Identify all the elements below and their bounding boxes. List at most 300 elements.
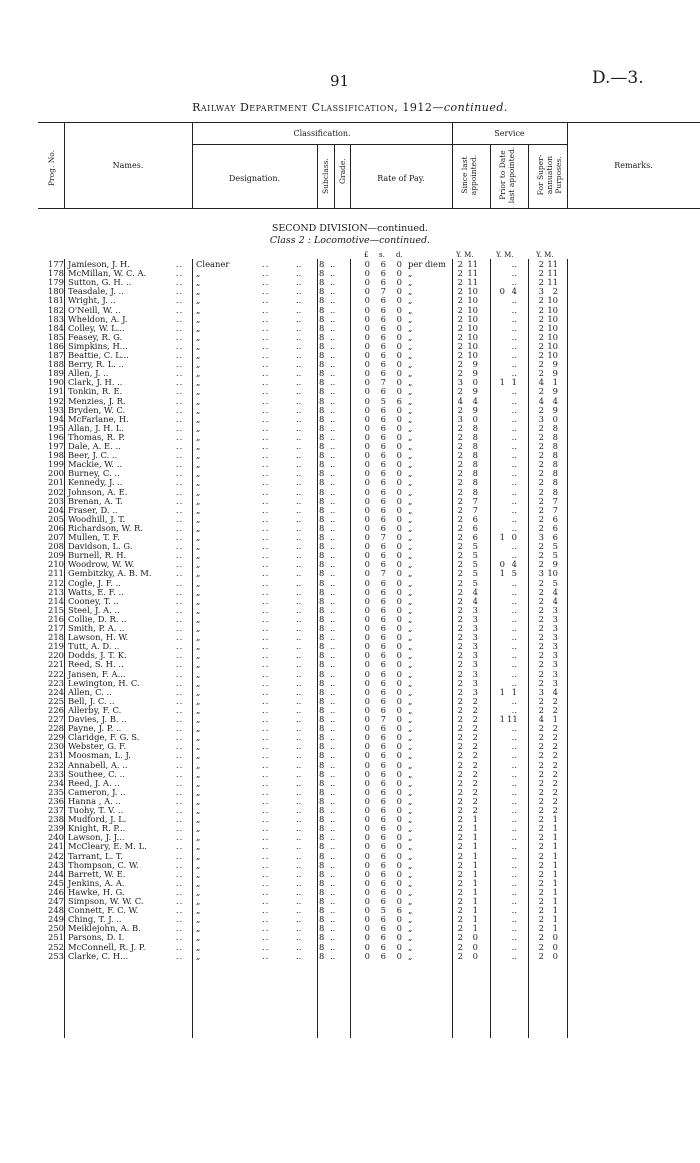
leader-dots: .. (262, 513, 270, 524)
row-pay-pounds: 0 (364, 377, 370, 388)
row-pay-pounds: 0 (364, 322, 370, 333)
row-since-months: 0 (472, 932, 478, 943)
row-prior-months: .. (511, 331, 517, 342)
row-pay-pence: 0 (396, 286, 402, 297)
row-designation: „ (196, 286, 201, 297)
row-prior-months: .. (511, 613, 517, 624)
leader-dots: .. (296, 331, 302, 342)
leader-dots: .. (262, 814, 270, 825)
row-since-years: 2 (457, 850, 463, 861)
leader-dots: .. (330, 313, 336, 324)
row-super-months: 3 (552, 659, 558, 670)
row-since-months: 10 (467, 331, 478, 342)
row-super-months: 1 (552, 923, 558, 934)
row-pay-shillings: 6 (380, 850, 386, 861)
row-pay-pence: 0 (396, 377, 402, 388)
row-designation: „ (196, 468, 201, 479)
leader-dots: .. (176, 532, 184, 542)
row-pay-pounds: 0 (364, 914, 370, 925)
row-pay-pence: 0 (396, 896, 402, 906)
leader-dots: .. (176, 486, 184, 497)
row-pay-pounds: 0 (364, 340, 370, 351)
row-prior-months: .. (511, 304, 517, 315)
row-super-months: 3 (552, 604, 558, 615)
row-pay-shillings: 6 (380, 613, 386, 624)
row-pay-pence: 0 (396, 595, 402, 606)
row-prior-months: .. (511, 886, 517, 897)
row-super-months: 1 (552, 377, 558, 388)
row-super-months: 3 (552, 641, 558, 652)
row-since-years: 2 (457, 386, 463, 397)
row-super-months: 8 (552, 450, 558, 461)
row-pay-period: „ (408, 604, 413, 615)
row-prog-no: 193 (48, 404, 64, 415)
document-reference: D.—3. (592, 68, 644, 88)
leader-dots: .. (176, 413, 184, 424)
row-since-months: 1 (472, 859, 478, 870)
leader-dots: .. (330, 914, 336, 925)
row-name: Southee, C. .. (68, 768, 125, 779)
row-pay-pence: 0 (396, 441, 402, 451)
row-subclass: 8 (319, 350, 325, 360)
row-since-years: 2 (457, 732, 463, 743)
row-pay-pounds: 0 (364, 859, 370, 870)
page-title-suffix: —continued. (432, 101, 508, 114)
row-super-years: 2 (538, 623, 544, 633)
row-prog-no: 210 (48, 559, 64, 570)
row-pay-pence: 0 (396, 486, 402, 497)
leader-dots: .. (262, 550, 270, 561)
row-super-months: 6 (552, 532, 558, 542)
row-prior-months: .. (511, 868, 517, 879)
row-prog-no: 187 (48, 350, 64, 360)
row-designation: „ (196, 905, 201, 916)
row-pay-shillings: 6 (380, 559, 386, 570)
row-super-years: 2 (538, 577, 544, 588)
row-designation: „ (196, 368, 201, 379)
row-subclass: 8 (319, 896, 325, 906)
leader-dots: .. (296, 823, 302, 834)
row-since-years: 3 (457, 413, 463, 424)
row-super-years: 2 (538, 850, 544, 861)
row-super-years: 2 (538, 777, 544, 788)
leader-dots: .. (262, 886, 270, 897)
leader-dots: .. (330, 795, 336, 806)
leader-dots: .. (330, 541, 336, 552)
row-name: Bell, J. C. .. (68, 695, 115, 706)
row-subclass: 8 (319, 623, 325, 633)
row-since-years: 2 (457, 759, 463, 770)
row-pay-shillings: 6 (380, 413, 386, 424)
row-subclass: 8 (319, 313, 325, 324)
leader-dots: .. (330, 486, 336, 497)
row-pay-pence: 0 (396, 632, 402, 643)
row-name: Colley, W. L... (68, 322, 125, 333)
row-super-years: 2 (538, 522, 544, 533)
row-super-months: 10 (547, 568, 558, 579)
row-prog-no: 247 (48, 896, 64, 906)
row-pay-period: „ (408, 468, 413, 479)
row-prior-months: .. (511, 277, 517, 288)
row-designation: „ (196, 340, 201, 351)
row-designation: „ (196, 277, 201, 288)
leader-dots: .. (176, 468, 184, 479)
row-pay-pence: 0 (396, 814, 402, 825)
row-since-years: 2 (457, 277, 463, 288)
leader-dots: .. (262, 368, 270, 379)
row-super-years: 2 (538, 632, 544, 643)
row-name: McCleary, E. M. L. (68, 841, 147, 852)
row-since-months: 6 (472, 513, 478, 524)
row-name: Connett, F. C. W. (68, 905, 139, 916)
row-designation: „ (196, 923, 201, 934)
row-pay-period: „ (408, 768, 413, 779)
row-pay-pounds: 0 (364, 641, 370, 652)
row-pay-pounds: 0 (364, 632, 370, 643)
row-name: Meiklejohn, A. B. (68, 923, 141, 934)
leader-dots: .. (296, 604, 302, 615)
leader-dots: .. (262, 877, 270, 888)
leader-dots: .. (176, 613, 184, 624)
leader-dots: .. (262, 541, 270, 552)
row-prior-months: .. (511, 459, 517, 470)
leader-dots: .. (176, 277, 184, 288)
row-super-months: 2 (552, 704, 558, 715)
row-super-months: 8 (552, 422, 558, 433)
row-pay-period: „ (408, 805, 413, 815)
row-subclass: 8 (319, 595, 325, 606)
row-super-months: 1 (552, 905, 558, 916)
leader-dots: .. (262, 413, 270, 424)
row-pay-pounds: 0 (364, 450, 370, 461)
leader-dots: .. (176, 595, 184, 606)
row-pay-pounds: 0 (364, 841, 370, 852)
leader-dots: .. (176, 350, 184, 360)
row-name: Simpson, W. W. C. (68, 896, 144, 906)
row-subclass: 8 (319, 513, 325, 524)
row-prior-months: .. (511, 950, 517, 961)
leader-dots: .. (262, 750, 270, 761)
row-prior-years: 0 (499, 559, 505, 570)
row-designation: „ (196, 359, 201, 370)
leader-dots: .. (262, 586, 270, 597)
row-pay-pence: 0 (396, 541, 402, 552)
row-prior-months: .. (511, 522, 517, 533)
row-super-months: 6 (552, 522, 558, 533)
row-name: Annabell, A. .. (68, 759, 128, 770)
row-name: Cogle, J. F. .. (68, 577, 121, 588)
leader-dots: .. (176, 686, 184, 697)
leader-dots: .. (330, 632, 336, 643)
row-pay-pence: 0 (396, 877, 402, 888)
leader-dots: .. (262, 941, 270, 952)
row-pay-period: „ (408, 568, 413, 579)
row-prog-no: 237 (48, 805, 64, 815)
leader-dots: .. (330, 741, 336, 752)
leader-dots: .. (262, 668, 270, 679)
row-since-months: 10 (467, 313, 478, 324)
row-pay-pounds: 0 (364, 522, 370, 533)
row-since-months: 3 (472, 613, 478, 624)
leader-dots: .. (176, 941, 184, 952)
row-pay-period: „ (408, 486, 413, 497)
leader-dots: .. (176, 814, 184, 825)
row-subclass: 8 (319, 805, 325, 815)
row-pay-period: „ (408, 359, 413, 370)
row-pay-pence: 0 (396, 340, 402, 351)
row-prior-months: .. (511, 841, 517, 852)
leader-dots: .. (262, 468, 270, 479)
row-super-years: 2 (538, 259, 544, 269)
row-name: Steel, J. A. .. (68, 604, 120, 615)
row-since-months: 3 (472, 604, 478, 615)
row-pay-period: „ (408, 686, 413, 697)
row-since-months: 3 (472, 686, 478, 697)
row-name: Thomas, R. P. (68, 431, 125, 442)
row-pay-pounds: 0 (364, 486, 370, 497)
row-super-months: 2 (552, 750, 558, 761)
row-name: Feasey, R. G. (68, 331, 123, 342)
row-pay-period: „ (408, 550, 413, 561)
row-designation: „ (196, 541, 201, 552)
row-pay-period: „ (408, 577, 413, 588)
row-pay-pounds: 0 (364, 805, 370, 815)
row-prior-months: .. (511, 259, 517, 269)
header-subclass: Subclass. (321, 158, 330, 194)
row-super-years: 2 (538, 795, 544, 806)
row-since-months: 2 (472, 759, 478, 770)
leader-dots: .. (176, 914, 184, 925)
row-since-months: 7 (472, 495, 478, 506)
row-pay-period: „ (408, 559, 413, 570)
row-pay-period: „ (408, 859, 413, 870)
row-prior-months: .. (511, 768, 517, 779)
row-prog-no: 212 (48, 577, 64, 588)
row-since-years: 2 (457, 832, 463, 843)
leader-dots: .. (176, 714, 184, 724)
leader-dots: .. (262, 896, 270, 906)
leader-dots: .. (176, 504, 184, 515)
leader-dots: .. (296, 513, 302, 524)
row-prog-no: 207 (48, 532, 64, 542)
row-pay-pounds: 0 (364, 732, 370, 743)
row-super-years: 2 (538, 277, 544, 288)
row-name: Tonkin, R. E. (68, 386, 123, 397)
row-prog-no: 189 (48, 368, 64, 379)
row-subclass: 8 (319, 304, 325, 315)
row-pay-pounds: 0 (364, 768, 370, 779)
row-pay-period: per diem (408, 259, 446, 269)
leader-dots: .. (330, 768, 336, 779)
row-super-months: 2 (552, 786, 558, 797)
leader-dots: .. (330, 704, 336, 715)
leader-dots: .. (262, 268, 270, 279)
row-pay-shillings: 6 (380, 923, 386, 934)
row-pay-shillings: 7 (380, 286, 386, 297)
row-since-years: 2 (457, 422, 463, 433)
row-super-years: 2 (538, 668, 544, 679)
row-pay-shillings: 6 (380, 841, 386, 852)
row-name: Lawson, J. J... (68, 832, 125, 843)
row-since-years: 2 (457, 322, 463, 333)
row-prior-months: .. (511, 941, 517, 952)
row-subclass: 8 (319, 377, 325, 388)
row-pay-shillings: 6 (380, 623, 386, 633)
row-designation: „ (196, 677, 201, 688)
row-since-years: 2 (457, 450, 463, 461)
row-since-months: 10 (467, 304, 478, 315)
row-pay-shillings: 6 (380, 504, 386, 515)
leader-dots: .. (330, 450, 336, 461)
row-designation: „ (196, 814, 201, 825)
row-super-months: 4 (552, 595, 558, 606)
row-pay-shillings: 6 (380, 513, 386, 524)
row-pay-shillings: 6 (380, 277, 386, 288)
row-since-months: 10 (467, 286, 478, 297)
row-prog-no: 201 (48, 477, 64, 488)
row-prog-no: 214 (48, 595, 64, 606)
row-pay-pounds: 0 (364, 395, 370, 406)
header-bottom-rule (38, 208, 700, 209)
leader-dots: .. (176, 723, 184, 734)
leader-dots: .. (176, 641, 184, 652)
row-super-months: 11 (547, 268, 558, 279)
row-designation: „ (196, 859, 201, 870)
row-pay-pence: 0 (396, 550, 402, 561)
row-prior-months: .. (511, 668, 517, 679)
row-subclass: 8 (319, 559, 325, 570)
row-designation: „ (196, 668, 201, 679)
row-super-months: 1 (552, 823, 558, 834)
leader-dots: .. (296, 759, 302, 770)
row-since-months: 8 (472, 468, 478, 479)
row-pay-pence: 0 (396, 422, 402, 433)
row-designation: „ (196, 659, 201, 670)
row-pay-pence: 0 (396, 805, 402, 815)
row-pay-period: „ (408, 795, 413, 806)
row-pay-period: „ (408, 386, 413, 397)
unit-prior-ym: Y. M. (496, 251, 514, 259)
row-since-months: 2 (472, 695, 478, 706)
row-since-years: 2 (457, 768, 463, 779)
leader-dots: .. (330, 714, 336, 724)
leader-dots: .. (296, 623, 302, 633)
row-name: Davidson, L. G. (68, 541, 133, 552)
row-super-months: 2 (552, 723, 558, 734)
leader-dots: .. (296, 595, 302, 606)
leader-dots: .. (262, 841, 270, 852)
leader-dots: .. (262, 650, 270, 661)
leader-dots: .. (330, 368, 336, 379)
row-since-years: 2 (457, 795, 463, 806)
row-subclass: 8 (319, 723, 325, 734)
row-super-months: 3 (552, 632, 558, 643)
row-since-months: 4 (472, 595, 478, 606)
row-super-months: 6 (552, 513, 558, 524)
row-pay-pence: 0 (396, 313, 402, 324)
row-pay-shillings: 6 (380, 641, 386, 652)
row-prog-no: 231 (48, 750, 64, 761)
row-designation: Cleaner (196, 259, 230, 269)
leader-dots: .. (262, 377, 270, 388)
row-subclass: 8 (319, 923, 325, 934)
leader-dots: .. (330, 886, 336, 897)
row-designation: „ (196, 559, 201, 570)
row-super-months: 1 (552, 859, 558, 870)
row-pay-period: „ (408, 413, 413, 424)
row-since-months: 2 (472, 795, 478, 806)
leader-dots: .. (330, 532, 336, 542)
row-since-years: 2 (457, 604, 463, 615)
row-prog-no: 250 (48, 923, 64, 934)
row-pay-pence: 0 (396, 613, 402, 624)
leader-dots: .. (296, 577, 302, 588)
leader-dots: .. (176, 513, 184, 524)
row-pay-shillings: 6 (380, 795, 386, 806)
row-prior-months: .. (511, 268, 517, 279)
leader-dots: .. (296, 268, 302, 279)
row-pay-pounds: 0 (364, 741, 370, 752)
header-designation: Designation. (228, 174, 281, 183)
row-subclass: 8 (319, 741, 325, 752)
row-pay-period: „ (408, 896, 413, 906)
row-prior-months: .. (511, 350, 517, 360)
row-subclass: 8 (319, 322, 325, 333)
leader-dots: .. (330, 841, 336, 852)
row-since-years: 2 (457, 404, 463, 415)
leader-dots: .. (262, 522, 270, 533)
row-designation: „ (196, 441, 201, 451)
row-since-years: 2 (457, 650, 463, 661)
row-pay-shillings: 6 (380, 914, 386, 925)
row-super-months: 10 (547, 304, 558, 315)
row-since-months: 5 (472, 577, 478, 588)
leader-dots: .. (330, 550, 336, 561)
row-pay-pence: 0 (396, 859, 402, 870)
leader-dots: .. (330, 668, 336, 679)
row-since-years: 2 (457, 877, 463, 888)
row-super-years: 2 (538, 604, 544, 615)
row-designation: „ (196, 632, 201, 643)
row-super-months: 3 (552, 650, 558, 661)
leader-dots: .. (296, 659, 302, 670)
header-grade: Grade. (338, 158, 347, 184)
row-designation: „ (196, 431, 201, 442)
row-subclass: 8 (319, 641, 325, 652)
row-super-months: 5 (552, 577, 558, 588)
row-super-years: 2 (538, 650, 544, 661)
row-prior-months: .. (511, 650, 517, 661)
header-remarks: Remarks. (614, 161, 653, 170)
row-pay-shillings: 6 (380, 441, 386, 451)
row-pay-pence: 0 (396, 513, 402, 524)
leader-dots: .. (262, 714, 270, 724)
row-prog-no: 244 (48, 868, 64, 879)
row-super-months: 10 (547, 313, 558, 324)
leader-dots: .. (330, 322, 336, 333)
header-names: Names. (112, 161, 144, 170)
row-since-years: 2 (457, 359, 463, 370)
row-subclass: 8 (319, 340, 325, 351)
row-since-years: 2 (457, 304, 463, 315)
row-since-years: 2 (457, 613, 463, 624)
leader-dots: .. (262, 322, 270, 333)
row-pay-pounds: 0 (364, 513, 370, 524)
col-rule-7 (490, 144, 491, 209)
row-since-years: 2 (457, 559, 463, 570)
row-super-years: 2 (538, 350, 544, 360)
row-since-years: 2 (457, 532, 463, 542)
